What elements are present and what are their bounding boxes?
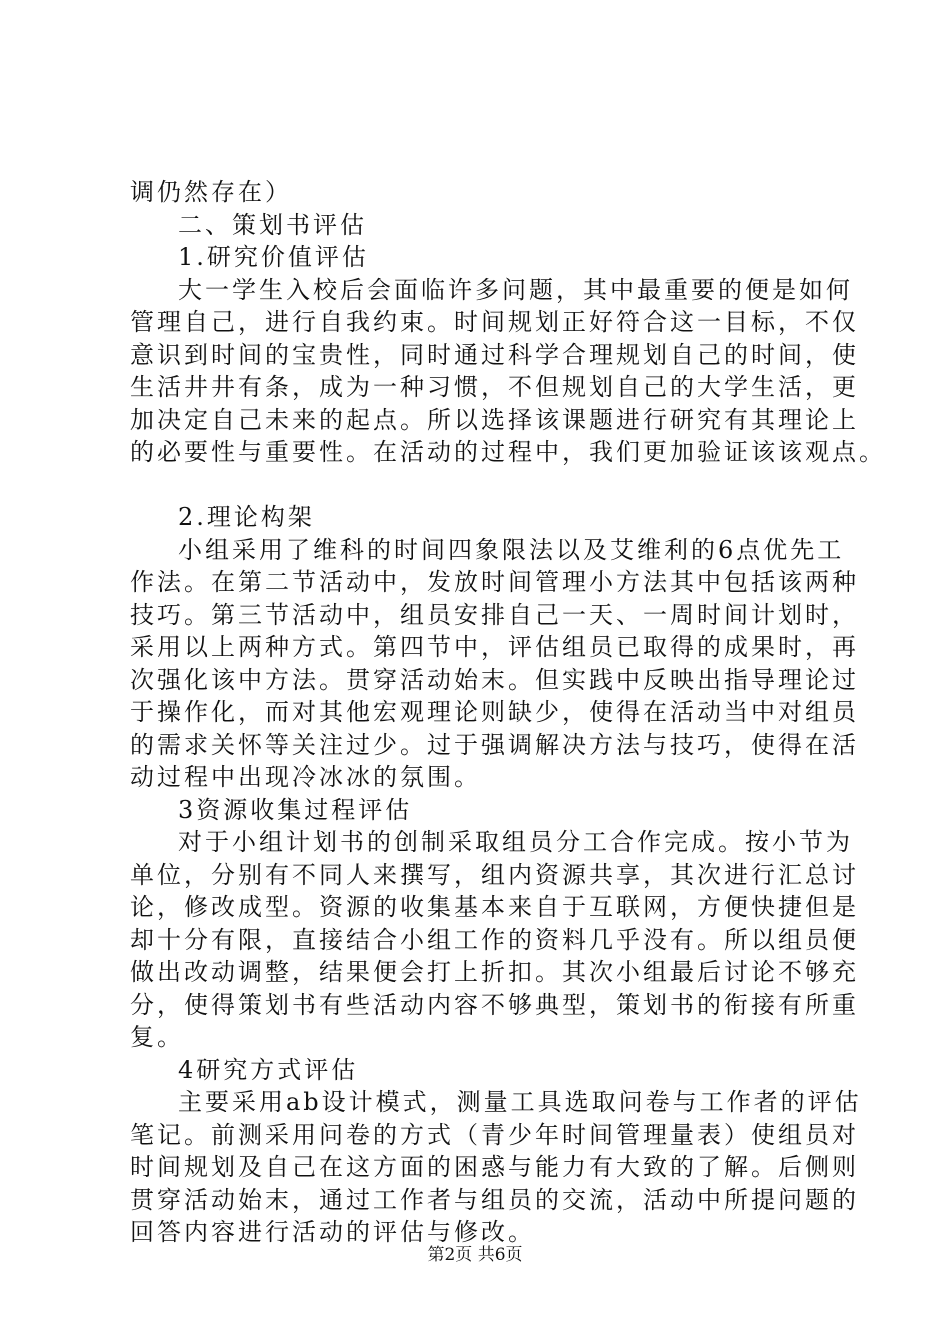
text-line: 次强化该中方法。贯穿活动始末。但实践中反映出指导理论过: [130, 665, 859, 694]
text-line: 意识到时间的宝贵性，同时通过科学合理规划自己的时间，使: [130, 340, 859, 369]
text-line: 小组采用了维科的时间四象限法以及艾维利的6点优先工: [178, 535, 845, 564]
text-line: 时间规划及自己在这方面的困惑与能力有大致的了解。后侧则: [130, 1153, 859, 1181]
document-body: [130, 176, 886, 1249]
text-line: 作法。在第二节活动中，发放时间管理小方法其中包括该两种: [130, 568, 859, 596]
text-line: 贯穿活动始末，通过工作者与组员的交流，活动中所提问题的: [130, 1185, 859, 1214]
text-line: 分，使得策划书有些活动内容不够典型，策划书的衔接有所重: [130, 990, 859, 1019]
text-line: 的需求关怀等关注过少。过于强调解决方法与技巧，使得在活: [130, 730, 859, 759]
text-line: 1.研究价值评估: [178, 243, 369, 271]
text-line: 采用以上两种方式。第四节中，评估组员已取得的成果时，再: [130, 633, 859, 661]
page-footer: 第2页 共6页: [427, 1245, 523, 1265]
text-line: 技巧。第三节活动中，组员安排自己一天、一周时间计划时，: [130, 600, 859, 629]
text-line: 回答内容进行活动的评估与修改。: [130, 1218, 535, 1246]
text-line: 4研究方式评估: [178, 1055, 359, 1084]
text-line: 生活井井有条，成为一种习惯，不但规划自己的大学生活，更: [130, 373, 859, 401]
text-line: 调仍然存在）: [130, 178, 292, 206]
text-line: 于操作化，而对其他宏观理论则缺少，使得在活动当中对组员: [130, 698, 859, 726]
text-line: 做出改动调整，结果便会打上折扣。其次小组最后讨论不够充: [130, 958, 859, 986]
text-line: 加决定自己未来的起点。所以选择该课题进行研究有其理论上: [130, 405, 859, 434]
text-line: 的必要性与重要性。在活动的过程中，我们更加验证该该观点。: [130, 438, 886, 466]
text-line: 二、策划书评估: [178, 210, 367, 239]
text-line: 主要采用ab设计模式，测量工具选取问卷与工作者的评估: [178, 1088, 862, 1116]
text-line: 3资源收集过程评估: [178, 795, 413, 824]
text-line: 单位，分别有不同人来撰写，组内资源共享，其次进行汇总讨: [130, 860, 859, 889]
text-line: 对于小组计划书的创制采取组员分工合作完成。按小节为: [178, 828, 853, 856]
text-line: 复。: [130, 1023, 184, 1051]
text-line: 笔记。前测采用问卷的方式（青少年时间管理量表）使组员对: [130, 1120, 859, 1149]
text-line: 论，修改成型。资源的收集基本来自于互联网，方便快捷但是: [130, 893, 859, 921]
text-line: 却十分有限，直接结合小组工作的资料几乎没有。所以组员便: [130, 925, 859, 954]
text-line: 动过程中出现冷冰冰的氛围。: [130, 763, 481, 791]
text-line: 管理自己，进行自我约束。时间规划正好符合这一目标，不仅: [130, 308, 859, 336]
blank-line: [130, 469, 850, 502]
text-line: 大一学生入校后会面临许多问题，其中最重要的便是如何: [178, 275, 853, 304]
text-line: 2.理论构架: [178, 503, 315, 531]
